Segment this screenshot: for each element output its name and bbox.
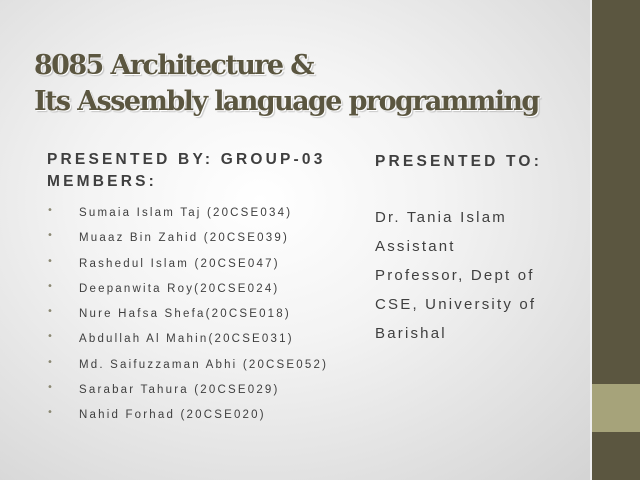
presented-to-line: Barishal (375, 325, 447, 342)
bullet-icon: • (47, 407, 53, 419)
members-list (47, 207, 367, 435)
list-item (47, 232, 367, 257)
bullet-icon: • (47, 280, 53, 292)
presented-to-line: Dr. Tania Islam (375, 209, 507, 226)
member-name: Nure Hafsa Shefa(20CSE018) (79, 308, 291, 321)
presented-by-heading-line-2: MEMBERS: (47, 173, 157, 190)
bullet-icon: • (47, 205, 53, 216)
list-item (47, 333, 367, 358)
list-item (47, 308, 367, 333)
list-item (47, 409, 367, 434)
presented-to-line: Professor, Dept of (375, 267, 535, 284)
list-item (47, 207, 367, 232)
bullet-icon: • (47, 382, 53, 394)
slide-title-line-1: 8085 Architecture & (34, 50, 314, 81)
list-item (47, 255, 367, 283)
list-item (47, 384, 367, 409)
decorative-sidebar-accent (592, 384, 640, 432)
bullet-icon: • (47, 331, 53, 343)
bullet-icon: • (47, 306, 53, 318)
member-name: Sarabar Tahura (20CSE029) (79, 384, 280, 397)
member-name: Rashedul Islam (20CSE047) (79, 257, 280, 270)
bullet-icon: • (47, 255, 53, 267)
presented-to-details (375, 203, 585, 348)
bullet-icon: • (47, 356, 53, 368)
slide-title (34, 48, 574, 120)
member-name: Nahid Forhad (20CSE020) (79, 409, 266, 422)
bullet-icon: • (47, 230, 53, 242)
presented-by-heading (47, 149, 367, 193)
member-name: Abdullah Al Mahin(20CSE031) (79, 333, 294, 346)
member-name: Sumaia Islam Taj (20CSE034) (79, 207, 293, 219)
presented-to-heading: PRESENTED TO: (375, 153, 543, 170)
slide-title-line-2: Its Assembly language programming (34, 86, 539, 117)
member-name: Muaaz Bin Zahid (20CSE039) (79, 232, 289, 245)
presented-by-section (47, 149, 367, 435)
list-item (47, 280, 367, 308)
member-name: Deepanwita Roy(20CSE024) (79, 282, 280, 295)
presented-by-heading-line-1: PRESENTED BY: GROUP-03 (47, 151, 326, 168)
list-item (47, 356, 367, 384)
presented-to-line: Assistant (375, 238, 456, 255)
member-name: Md. Saifuzzaman Abhi (20CSE052) (79, 358, 329, 371)
presented-to-line: CSE, University of (375, 296, 537, 313)
presented-to-section (375, 153, 585, 348)
